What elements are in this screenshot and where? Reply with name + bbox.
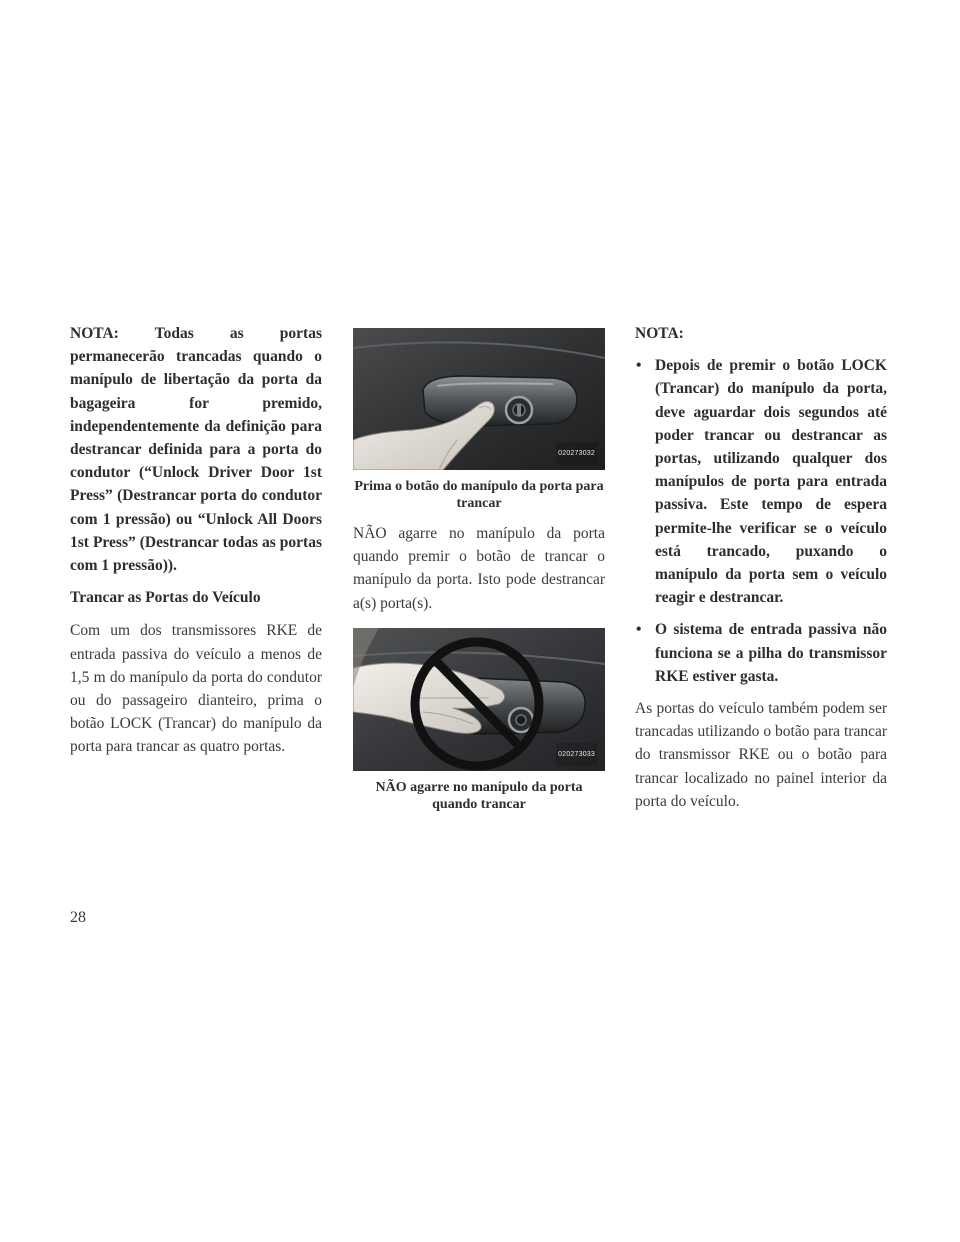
- right-column: [635, 322, 887, 813]
- bullet-glyph: •: [636, 621, 642, 639]
- middle-column: [353, 322, 605, 813]
- alternative-locking-text: As portas do veículo também podem ser trancadas utilizando o botão para trancar do transmissor RKE ou o botão para trancar localizado no painel interior da porta do veículo.: [635, 700, 887, 810]
- section-heading: Trancar as Portas do Veículo: [70, 589, 261, 607]
- bullet-text: O sistema de entrada passiva não funciona se a pilha do transmissor RKE estiver gasta.: [655, 621, 887, 685]
- left-column: [70, 322, 322, 759]
- note-tailgate: NOTA: Todas as portas permanecerão trancadas quando o manípulo de libertação da porta da bagageira for premido, independentemente da definição para destrancar definida para a porta do condutor (“Unlock Driver Door 1st Press” (Destrancar porta do condutor com 1 pressão) ou “Unlock All Doors 1st Press” (Destrancar todas as portas com 1 pressão)).: [70, 325, 322, 575]
- page-number: 28: [70, 909, 86, 926]
- note-bullets: [635, 354, 887, 688]
- warning-text: NÃO agarre no manípulo da porta quando premir o botão de trancar o manípulo da porta. Isto pode destrancar a(s) porta(s).: [353, 525, 605, 612]
- list-item: [635, 354, 887, 609]
- door-handle-press-photo: [353, 328, 605, 470]
- figure-caption: Prima o botão do manípulo da porta para trancar: [354, 479, 604, 511]
- figure-caption: NÃO agarre no manípulo da porta quando trancar: [375, 779, 583, 812]
- bullet-glyph: •: [636, 357, 642, 375]
- list-item: [635, 618, 887, 688]
- door-handle-grab-photo: [353, 628, 605, 771]
- figure-code: 020273033: [556, 743, 597, 766]
- figure-code: 020273032: [556, 442, 597, 465]
- locking-instructions: Com um dos transmissores RKE de entrada passiva do veículo a menos de 1,5 m do manípulo da porta do condutor ou do passageiro dianteiro, prima o botão LOCK (Trancar) do manípulo da porta para trancar as quatro portas.: [70, 622, 322, 756]
- bullet-text: Depois de premir o botão LOCK (Trancar) do manípulo da porta, deve aguardar dois segundos até poder trancar ou destrancar as portas, utilizando qualquer dos manípulos de porta para entrada passiva. Este tempo de espera permite-lhe verificar se o veículo está trancado, puxando o manípulo da porta sem o veículo reagir e destrancar.: [655, 357, 887, 607]
- note-heading: NOTA:: [635, 325, 684, 342]
